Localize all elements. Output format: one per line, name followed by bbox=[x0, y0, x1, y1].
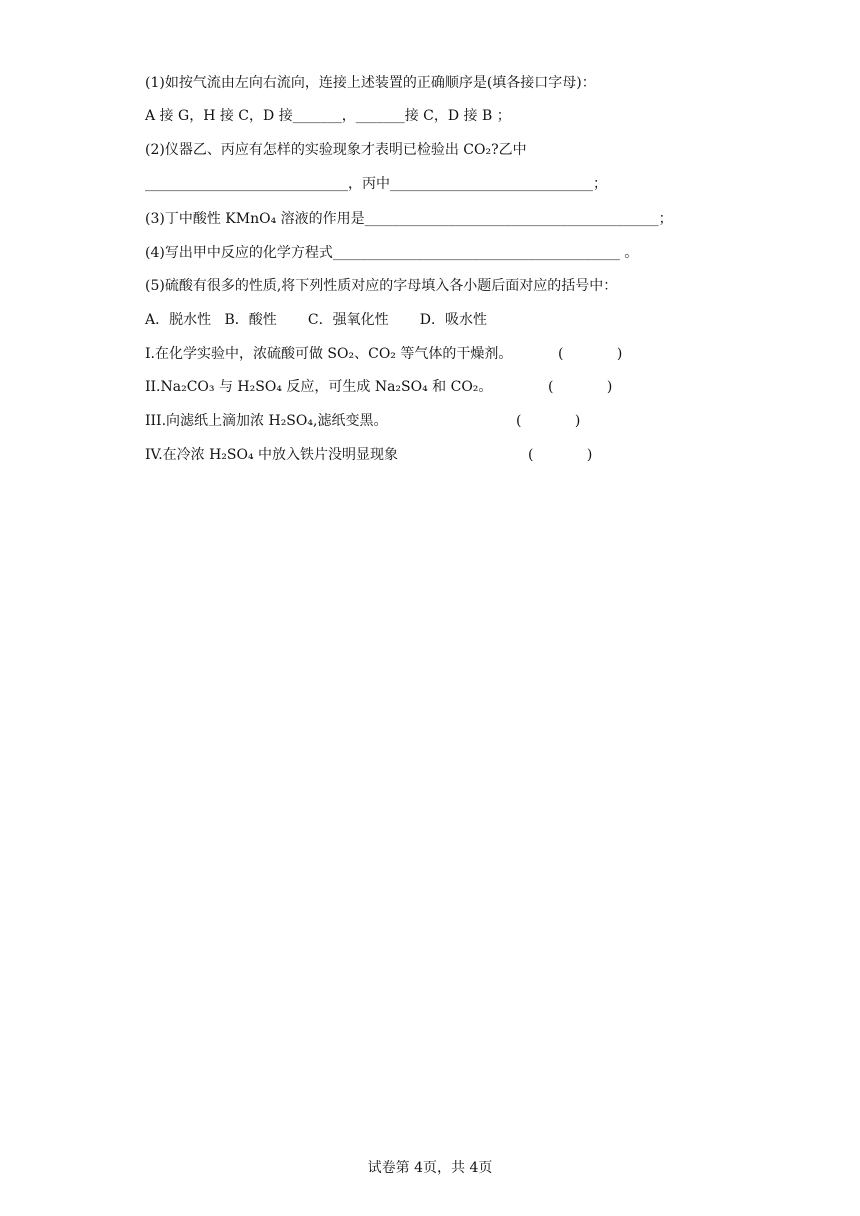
question-4: (4)写出甲中反应的化学方程式_________________________________________ 。 bbox=[145, 245, 639, 261]
page-footer: 试卷第 4页，共 4页 bbox=[367, 1160, 493, 1176]
sub-item-4-text: IV.在冷浓 H₂SO₄ 中放入铁片没明显现象 bbox=[145, 447, 399, 463]
sub-item-3-text: III.向滤纸上滴加浓 H₂SO₄,滤纸变黑。 bbox=[145, 413, 388, 429]
question-2-prompt: (2)仪器乙、丙应有怎样的实验现象才表明已检验出 CO₂?乙中 bbox=[145, 142, 527, 158]
question-1-answer-line: A 接 G，H 接 C，D 接_______，_______接 C，D 接 B ； bbox=[145, 108, 511, 124]
question-5-options: A．脱水性 B．酸性 C．强氧化性 D．吸水性 bbox=[145, 312, 487, 328]
sub-item-3-paren: ( ) bbox=[516, 413, 581, 429]
question-2-answer-line: _____________________________，丙中_____________________________； bbox=[145, 176, 607, 192]
sub-item-4-paren: ( ) bbox=[528, 447, 593, 463]
question-1-prompt: (1)如按气流由左向右流向，连接上述装置的正确顺序是(填各接口字母)： bbox=[145, 75, 596, 91]
sub-item-2-text: II.Na₂CO₃ 与 H₂SO₄ 反应，可生成 Na₂SO₄ 和 CO₂。 bbox=[145, 379, 493, 395]
question-3: (3)丁中酸性 KMnO₄ 溶液的作用是__________________________________________； bbox=[145, 211, 673, 227]
sub-item-2-paren: ( ) bbox=[548, 379, 613, 395]
question-5-prompt: (5)硫酸有很多的性质,将下列性质对应的字母填入各小题后面对应的括号中： bbox=[145, 278, 618, 294]
sub-item-1-text: I.在化学实验中，浓硫酸可做 SO₂、CO₂ 等气体的干燥剂。 bbox=[145, 346, 513, 362]
sub-item-1-paren: ( ) bbox=[558, 346, 623, 362]
